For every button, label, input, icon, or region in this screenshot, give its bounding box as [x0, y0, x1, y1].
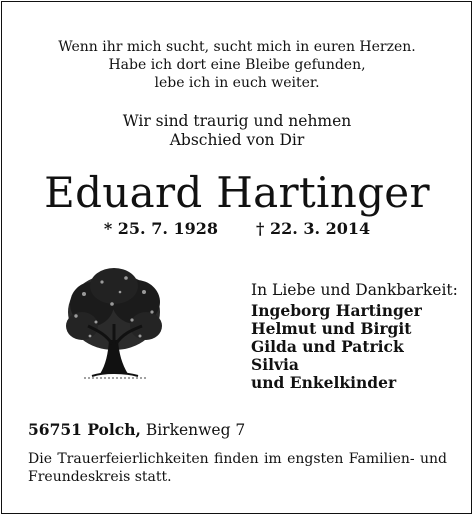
birth-date: * 25. 7. 1928 — [103, 219, 218, 238]
death-date: † 22. 3. 2014 — [256, 219, 371, 238]
poem-line-1: Wenn ihr mich sucht, sucht mich in euren Herzen. — [58, 39, 416, 55]
mourner-name: und Enkelkinder — [251, 373, 397, 392]
farewell-text — [0, 112, 474, 150]
mourner-name: Silvia — [251, 355, 299, 374]
deceased-name: Eduard Hartinger — [44, 168, 430, 217]
mourner-name: Helmut und Birgit — [251, 319, 412, 338]
ceremony-note: Die Trauerfeierlichkeiten finden im engsten Familien- und Freundeskreis statt. — [28, 451, 447, 485]
poem-line-3: lebe ich in euch weiter. — [154, 75, 320, 91]
tree-illustration-icon — [62, 264, 166, 386]
farewell-line-2: Abschied von Dir — [169, 131, 305, 149]
farewell-line-1: Wir sind traurig und nehmen — [122, 112, 352, 130]
address-street: Birkenweg 7 — [145, 421, 246, 439]
life-dates — [0, 218, 474, 240]
mourners-intro: In Liebe und Dankbarkeit: — [251, 281, 458, 299]
mourner-name: Gilda und Patrick — [251, 337, 404, 356]
address-city: 56751 Polch, — [28, 420, 141, 439]
poem — [0, 38, 474, 92]
poem-line-2: Habe ich dort eine Bleibe gefunden, — [108, 57, 366, 73]
mourners-list — [251, 302, 422, 392]
mourner-name: Ingeborg Hartinger — [251, 301, 422, 320]
address — [28, 420, 245, 440]
